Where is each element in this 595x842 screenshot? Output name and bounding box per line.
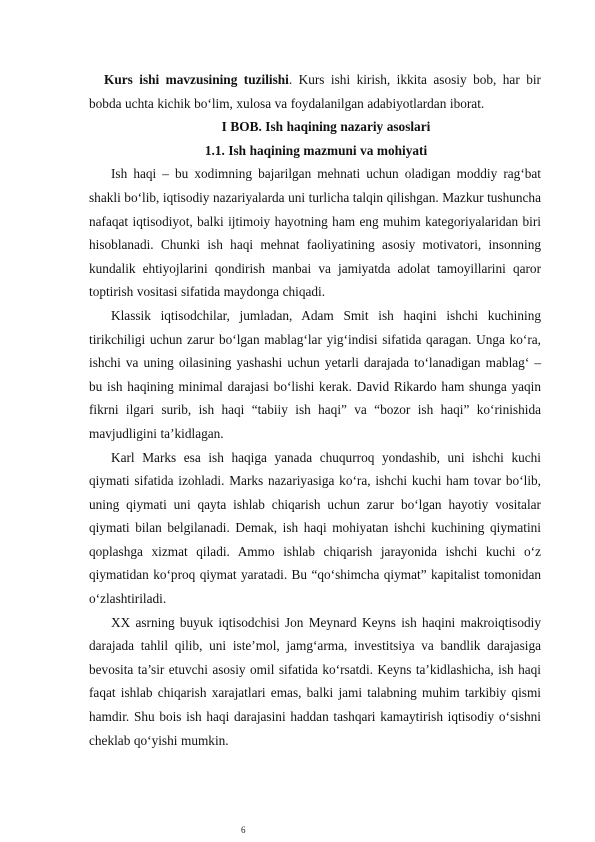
document-page bbox=[89, 68, 541, 752]
chapter-title: I BOB. Ish haqining nazariy asoslari bbox=[221, 119, 431, 135]
section-title: 1.1. Ish haqining mazmuni va mohiyati bbox=[204, 142, 428, 158]
intro-label: Kurs ishi mavzusining tuzilishi bbox=[104, 72, 289, 87]
intro-paragraph bbox=[89, 68, 541, 115]
body-paragraph: Ish haqi – bu xodimning bajarilgan mehnati uchun oladigan moddiy rag‘bat shakli bo‘lib, iqtisodiy nazariyalarda uni turlicha talqin qilishgan. Mazkur tushuncha nafaqat iqtisodiyot, balki ijtimoiy hayotning ham eng muhim kategoriyalaridan biri hisoblanadi. Chunki ish haqi mehnat faoliyatining asosiy motivatori, insonning kundalik ehtiyojlarini qondirish manbai va jamiyatda adolat tamoyillarini qaror toptirish vositasi sifatida maydonga chiqadi. bbox=[89, 166, 541, 300]
body-paragraph: Karl Marks esa ish haqiga yanada chuqurroq yondashib, uni ishchi kuchi qiymati sifatida izohladi. Marks nazariyasiga ko‘ra, ishchi kuchi ham tovar bo‘lib, uning qiymati uni qayta ishlab chiqarish uchun zarur bo‘lgan hayotiy vositalar qiymati bilan belgilanadi. Demak, ish haqi mohiyatan ishchi kuchining qiymatini qoplashga xizmat qiladi. Ammo ishlab chiqarish jarayonida ishchi kuchi o‘z qiymatidan ko‘proq qiymat yaratadi. Bu “qo‘shimcha qiymat” kapitalist tomonidan o‘zlashtiriladi. bbox=[89, 449, 541, 607]
body-paragraph: XX asrning buyuk iqtisodchisi Jon Meynard Keyns ish haqini makroiqtisodiy darajada tahlil qilib, uni iste’mol, jamg‘arma, investitsiya va bandlik darajasiga bevosita ta’sir etuvchi asosiy omil sifatida ko‘rsatdi. Keyns ta’kidlashicha, ish haqi faqat ishlab chiqarish xarajatlari emas, balki jami talabning muhim tarkibiy qismi hamdir. Shu bois ish haqi darajasini haddan tashqari kamaytirish iqtisodiy o‘sishni cheklab qo‘yishi mumkin. bbox=[89, 614, 541, 748]
intro-text: . Kurs ishi kirish, ikkita asosiy bob, har bir bobda uchta kichik bo‘lim, xulosa va foydalanilgan adabiyotlardan iborat. bbox=[89, 72, 541, 111]
body-paragraph: Klassik iqtisodchilar, jumladan, Adam Smit ish haqini ishchi kuchining tirikchiligi uchun zarur bo‘lgan mablag‘lar yig‘indisi sifatida qaragan. Unga ko‘ra, ishchi va uning oilasining yashashi uchun yetarli darajada to‘lanadigan mablag‘ – bu ish haqining minimal darajasi bo‘lishi kerak. David Rikardo ham shunga yaqin fikrni ilgari surib, ish haqi “tabiiy ish haqi” va “bozor ish haqi” ko‘rinishida mavjudligini ta’kidlagan. bbox=[89, 307, 541, 441]
page-number: 6 bbox=[241, 825, 246, 835]
